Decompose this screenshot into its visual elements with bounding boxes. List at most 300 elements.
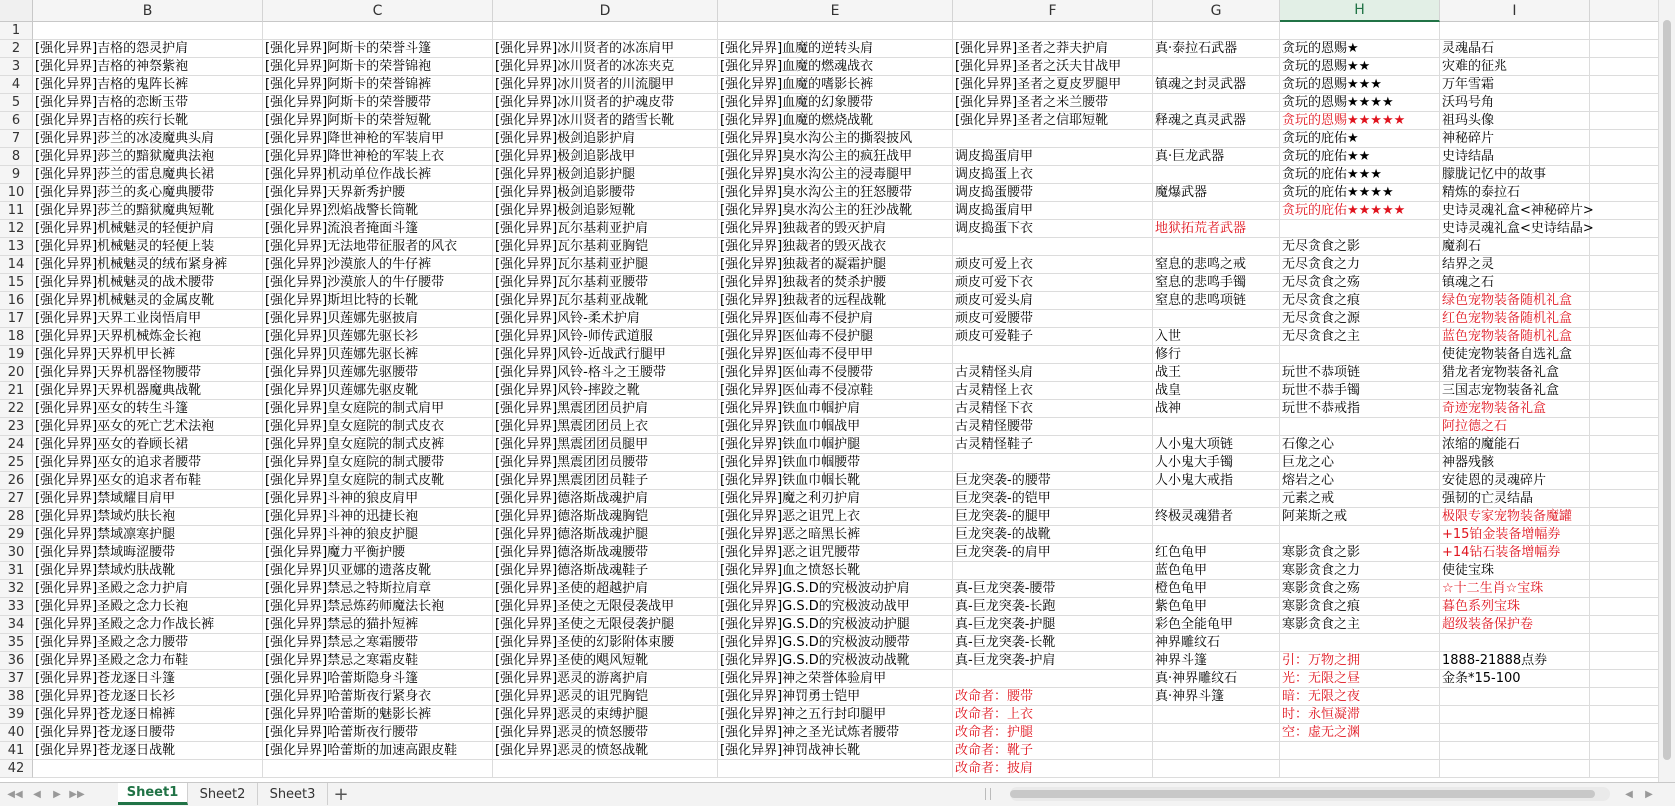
- table-cell[interactable]: 人小鬼大戒指: [1153, 472, 1280, 490]
- table-cell[interactable]: 终极灵魂猎者: [1153, 508, 1280, 526]
- table-cell[interactable]: [1153, 526, 1280, 544]
- table-cell[interactable]: [强化异界]贝莲娜先驱长裤: [263, 346, 493, 364]
- prev-sheet-icon[interactable]: ◀: [33, 788, 41, 800]
- table-cell[interactable]: 寒影贪食之殇: [1280, 580, 1440, 598]
- table-cell-empty[interactable]: [1590, 382, 1658, 400]
- table-cell[interactable]: [强化异界]血魔的嗜影长裤: [718, 76, 953, 94]
- table-cell[interactable]: [强化异界]圣使之无限侵袭战甲: [493, 598, 718, 616]
- table-cell[interactable]: [强化异界]斗神的狼皮护腿: [263, 526, 493, 544]
- table-cell[interactable]: [强化异界]血魔的燃烧战靴: [718, 112, 953, 130]
- table-cell[interactable]: [强化异界]独裁者的凝霜护腿: [718, 256, 953, 274]
- table-cell[interactable]: 灵魂晶石: [1440, 40, 1590, 58]
- table-cell[interactable]: [953, 670, 1153, 688]
- table-cell[interactable]: 无尽贪食之主: [1280, 328, 1440, 346]
- table-cell-empty[interactable]: [1590, 688, 1658, 706]
- table-cell[interactable]: [强化异界]莎兰的黯狱魔典法袍: [33, 148, 263, 166]
- table-cell-empty[interactable]: [1590, 94, 1658, 112]
- table-cell[interactable]: 镇魂之石: [1440, 274, 1590, 292]
- table-cell[interactable]: [1153, 202, 1280, 220]
- table-cell[interactable]: 史诗结晶: [1440, 148, 1590, 166]
- table-cell[interactable]: [强化异界]机械魅灵的金属皮靴: [33, 292, 263, 310]
- table-cell[interactable]: [强化异界]冰川贤者的踏雪长靴: [493, 112, 718, 130]
- table-cell[interactable]: [强化异界]哈蕾斯隐身斗篷: [263, 670, 493, 688]
- row-header[interactable]: 9: [0, 166, 33, 184]
- table-cell[interactable]: [1440, 742, 1590, 760]
- table-cell[interactable]: [强化异界]降世神枪的军装肩甲: [263, 130, 493, 148]
- select-all-corner[interactable]: [0, 0, 33, 22]
- table-cell[interactable]: [强化异界]臭水沟公主的撕裂披风: [718, 130, 953, 148]
- table-cell[interactable]: [953, 22, 1153, 40]
- row-header[interactable]: 24: [0, 436, 33, 454]
- table-cell[interactable]: [强化异界]圣者之莽夫护肩: [953, 40, 1153, 58]
- table-cell[interactable]: [强化异界]圣者之信耶短靴: [953, 112, 1153, 130]
- table-cell-empty[interactable]: [1590, 706, 1658, 724]
- table-cell[interactable]: 神界雕纹石: [1153, 634, 1280, 652]
- table-cell[interactable]: [强化异界]吉格的怨灵护肩: [33, 40, 263, 58]
- table-cell[interactable]: 阿莱斯之戒: [1280, 508, 1440, 526]
- table-cell[interactable]: 神界斗篷: [1153, 652, 1280, 670]
- table-cell[interactable]: 熔岩之心: [1280, 472, 1440, 490]
- table-cell[interactable]: 无尽贪食之源: [1280, 310, 1440, 328]
- table-cell[interactable]: 古灵精怪头肩: [953, 364, 1153, 382]
- table-cell[interactable]: [强化异界]医仙毒不侵腰带: [718, 364, 953, 382]
- row-header[interactable]: 13: [0, 238, 33, 256]
- row-header[interactable]: 37: [0, 670, 33, 688]
- table-cell[interactable]: 改命者：披肩: [953, 760, 1153, 778]
- table-cell-empty[interactable]: [1590, 400, 1658, 418]
- table-cell[interactable]: [1280, 22, 1440, 40]
- row-header[interactable]: 18: [0, 328, 33, 346]
- table-cell[interactable]: [强化异界]恶灵的诅咒胸铠: [493, 688, 718, 706]
- table-cell[interactable]: 改命者：护腿: [953, 724, 1153, 742]
- table-cell[interactable]: [1153, 724, 1280, 742]
- table-cell[interactable]: [1440, 22, 1590, 40]
- table-cell[interactable]: [强化异界]黑震团团员鞋子: [493, 472, 718, 490]
- table-cell[interactable]: 地狱拓荒者武器: [1153, 220, 1280, 238]
- table-cell[interactable]: [强化异界]恶之诅咒腰带: [718, 544, 953, 562]
- row-header[interactable]: 39: [0, 706, 33, 724]
- table-cell[interactable]: [强化异界]魔之利刃护肩: [718, 490, 953, 508]
- table-cell[interactable]: 暮色系列宝珠: [1440, 598, 1590, 616]
- table-cell[interactable]: [强化异界]沙漠旅人的牛仔腰带: [263, 274, 493, 292]
- table-cell-empty[interactable]: [1590, 544, 1658, 562]
- table-cell[interactable]: [强化异界]瓦尔基莉亚胸铠: [493, 238, 718, 256]
- table-cell[interactable]: [1280, 760, 1440, 778]
- horizontal-scroll-thumb[interactable]: [1010, 790, 1595, 798]
- table-cell[interactable]: [强化异界]机械魅灵的轻便护肩: [33, 220, 263, 238]
- row-header[interactable]: 2: [0, 40, 33, 58]
- table-cell[interactable]: [强化异界]恶灵的游离护肩: [493, 670, 718, 688]
- table-cell[interactable]: [强化异界]独裁者的毁灭护肩: [718, 220, 953, 238]
- table-cell[interactable]: 古灵精怪鞋子: [953, 436, 1153, 454]
- table-cell[interactable]: 贪玩的庇佑★★★★★: [1280, 202, 1440, 220]
- table-cell-empty[interactable]: [1590, 238, 1658, 256]
- table-cell[interactable]: [1280, 742, 1440, 760]
- row-header[interactable]: 14: [0, 256, 33, 274]
- table-cell-empty[interactable]: [1590, 22, 1658, 40]
- table-cell[interactable]: [强化异界]天界机器魔典战靴: [33, 382, 263, 400]
- table-cell[interactable]: [强化异界]德洛斯战魂腰带: [493, 544, 718, 562]
- table-cell[interactable]: [强化异界]机械魅灵的轻便上装: [33, 238, 263, 256]
- table-cell[interactable]: [强化异界]铁血巾帼战甲: [718, 418, 953, 436]
- table-cell[interactable]: [强化异界]流浪者掩面斗篷: [263, 220, 493, 238]
- table-cell[interactable]: 万年雪霜: [1440, 76, 1590, 94]
- table-cell[interactable]: 空：虚无之渊: [1280, 724, 1440, 742]
- table-cell-empty[interactable]: [1590, 454, 1658, 472]
- table-cell[interactable]: 彩色全能龟甲: [1153, 616, 1280, 634]
- table-cell[interactable]: 使徒宝珠: [1440, 562, 1590, 580]
- table-cell[interactable]: 贪玩的恩赐★★★★: [1280, 94, 1440, 112]
- table-cell-empty[interactable]: [1590, 256, 1658, 274]
- table-cell[interactable]: [强化异界]血魔的幻象腰带: [718, 94, 953, 112]
- table-cell[interactable]: [强化异界]吉格的恋断玉带: [33, 94, 263, 112]
- table-cell[interactable]: 朦胧记忆中的故事: [1440, 166, 1590, 184]
- row-header[interactable]: 15: [0, 274, 33, 292]
- table-cell[interactable]: 释魂之真灵武器: [1153, 112, 1280, 130]
- row-header[interactable]: 27: [0, 490, 33, 508]
- table-cell[interactable]: 无尽贪食之痕: [1280, 292, 1440, 310]
- row-header[interactable]: 31: [0, 562, 33, 580]
- table-cell[interactable]: [强化异界]黑震团团员上衣: [493, 418, 718, 436]
- table-cell[interactable]: 真-巨龙突袭-长跑: [953, 598, 1153, 616]
- table-cell[interactable]: [强化异界]斗神的迅捷长袍: [263, 508, 493, 526]
- table-cell[interactable]: 人小鬼大项链: [1153, 436, 1280, 454]
- table-cell[interactable]: [强化异界]神之五行封印腿甲: [718, 706, 953, 724]
- table-cell[interactable]: [强化异界]阿斯卡的荣誉锦袍: [263, 58, 493, 76]
- table-cell-empty[interactable]: [1590, 184, 1658, 202]
- table-cell[interactable]: [1280, 526, 1440, 544]
- row-header[interactable]: 33: [0, 598, 33, 616]
- table-cell[interactable]: [强化异界]贝莲娜先驱皮靴: [263, 382, 493, 400]
- table-cell[interactable]: [强化异界]莎兰的黯狱魔典短靴: [33, 202, 263, 220]
- table-cell[interactable]: [强化异界]圣者之夏皮罗腿甲: [953, 76, 1153, 94]
- table-cell[interactable]: [强化异界]皇女庭院的制式腰带: [263, 454, 493, 472]
- table-cell-empty[interactable]: [1590, 652, 1658, 670]
- table-cell[interactable]: [强化异界]机械魅灵的绒布紧身裤: [33, 256, 263, 274]
- table-cell[interactable]: 贪玩的恩赐★★★: [1280, 76, 1440, 94]
- table-cell[interactable]: [1153, 58, 1280, 76]
- row-header[interactable]: 17: [0, 310, 33, 328]
- table-cell[interactable]: 魔刹石: [1440, 238, 1590, 256]
- row-header[interactable]: 30: [0, 544, 33, 562]
- table-cell[interactable]: [33, 760, 263, 778]
- table-cell[interactable]: [1153, 418, 1280, 436]
- table-cell[interactable]: 巨龙突袭-的腿甲: [953, 508, 1153, 526]
- table-cell[interactable]: [强化异界]恶之暗黑长裤: [718, 526, 953, 544]
- table-cell[interactable]: [强化异界]恶灵的愤怒战靴: [493, 742, 718, 760]
- row-header[interactable]: 8: [0, 148, 33, 166]
- table-cell[interactable]: [1153, 238, 1280, 256]
- table-cell[interactable]: [强化异界]臭水沟公主的狂怒腰带: [718, 184, 953, 202]
- table-cell[interactable]: [强化异界]皇女庭院的制式皮靴: [263, 472, 493, 490]
- table-cell[interactable]: [强化异界]禁忌之特斯拉肩章: [263, 580, 493, 598]
- table-cell[interactable]: 调皮捣蛋下衣: [953, 220, 1153, 238]
- table-cell[interactable]: [强化异界]巫女的追求者腰带: [33, 454, 263, 472]
- table-cell[interactable]: [1440, 634, 1590, 652]
- table-cell[interactable]: [强化异界]恶灵的愤怒腰带: [493, 724, 718, 742]
- table-cell-empty[interactable]: [1590, 76, 1658, 94]
- table-cell[interactable]: +14钻石装备增幅券: [1440, 544, 1590, 562]
- table-cell[interactable]: [1153, 94, 1280, 112]
- table-cell[interactable]: 真-巨龙突袭-长靴: [953, 634, 1153, 652]
- table-cell[interactable]: [强化异界]皇女庭院的制式肩甲: [263, 400, 493, 418]
- table-cell[interactable]: [强化异界]巫女的转生斗篷: [33, 400, 263, 418]
- table-cell[interactable]: [强化异界]阿斯卡的荣誉锦裤: [263, 76, 493, 94]
- table-cell[interactable]: [263, 760, 493, 778]
- table-cell[interactable]: 引：万物之拥: [1280, 652, 1440, 670]
- table-cell-empty[interactable]: [1590, 760, 1658, 778]
- table-cell[interactable]: [强化异界]机械魅灵的战术腰带: [33, 274, 263, 292]
- table-cell[interactable]: 调皮捣蛋肩甲: [953, 202, 1153, 220]
- table-cell[interactable]: [强化异界]铁血巾帼护腿: [718, 436, 953, 454]
- table-cell[interactable]: [1280, 634, 1440, 652]
- table-cell[interactable]: [1280, 220, 1440, 238]
- table-cell[interactable]: [强化异界]G.S.D的究极波动战靴: [718, 652, 953, 670]
- table-cell[interactable]: 玩世不恭项链: [1280, 364, 1440, 382]
- row-header[interactable]: 29: [0, 526, 33, 544]
- table-cell[interactable]: 改命者：腰带: [953, 688, 1153, 706]
- table-cell[interactable]: [强化异界]黑震团团员腰带: [493, 454, 718, 472]
- row-header[interactable]: 40: [0, 724, 33, 742]
- tab-sheet3[interactable]: Sheet3: [258, 783, 328, 805]
- table-cell[interactable]: [强化异界]医仙毒不侵凉鞋: [718, 382, 953, 400]
- table-cell[interactable]: [强化异界]冰川贤者的冰冻肩甲: [493, 40, 718, 58]
- table-cell[interactable]: [强化异界]冰川贤者的护魂皮带: [493, 94, 718, 112]
- table-cell[interactable]: [1440, 760, 1590, 778]
- table-cell[interactable]: 窒息的悲鸣手镯: [1153, 274, 1280, 292]
- table-cell[interactable]: [强化异界]烈焰战警长筒靴: [263, 202, 493, 220]
- table-cell[interactable]: 祖玛头像: [1440, 112, 1590, 130]
- table-cell[interactable]: 古灵精怪下衣: [953, 400, 1153, 418]
- table-cell[interactable]: 寒影贪食之影: [1280, 544, 1440, 562]
- table-cell[interactable]: [强化异界]圣殿之念力长袍: [33, 598, 263, 616]
- table-cell[interactable]: 寒影贪食之力: [1280, 562, 1440, 580]
- row-header[interactable]: 36: [0, 652, 33, 670]
- row-header[interactable]: 7: [0, 130, 33, 148]
- row-header[interactable]: 5: [0, 94, 33, 112]
- table-cell[interactable]: [强化异界]神罚战神长靴: [718, 742, 953, 760]
- table-cell-empty[interactable]: [1590, 616, 1658, 634]
- table-cell[interactable]: [强化异界]哈蕾斯夜行紧身衣: [263, 688, 493, 706]
- table-cell[interactable]: 极限专家宠物装备魔罐: [1440, 508, 1590, 526]
- tab-sheet2[interactable]: Sheet2: [188, 783, 258, 805]
- table-cell[interactable]: [强化异界]斗神的狼皮肩甲: [263, 490, 493, 508]
- row-header[interactable]: 38: [0, 688, 33, 706]
- table-cell[interactable]: 改命者：靴子: [953, 742, 1153, 760]
- table-cell[interactable]: 改命者：上衣: [953, 706, 1153, 724]
- row-header[interactable]: 26: [0, 472, 33, 490]
- table-cell[interactable]: [强化异界]医仙毒不侵护腿: [718, 328, 953, 346]
- last-sheet-icon[interactable]: ▶▶: [69, 788, 85, 800]
- table-cell[interactable]: [强化异界]瓦尔基莉亚腰带: [493, 274, 718, 292]
- table-cell[interactable]: [强化异界]巫女的死亡艺术法袍: [33, 418, 263, 436]
- table-cell[interactable]: [强化异界]圣使的幻影附体束腰: [493, 634, 718, 652]
- table-cell[interactable]: [1153, 490, 1280, 508]
- table-cell[interactable]: [强化异界]圣殿之念力护肩: [33, 580, 263, 598]
- table-cell[interactable]: [强化异界]禁忌之寒霜腰带: [263, 634, 493, 652]
- table-cell-empty[interactable]: [1590, 328, 1658, 346]
- table-cell[interactable]: [强化异界]苍龙逐日长衫: [33, 688, 263, 706]
- table-cell[interactable]: [强化异界]G.S.D的究极波动护腿: [718, 616, 953, 634]
- table-cell[interactable]: 结界之灵: [1440, 256, 1590, 274]
- row-header[interactable]: 32: [0, 580, 33, 598]
- table-cell[interactable]: [强化异界]G.S.D的究极波动护肩: [718, 580, 953, 598]
- table-cell[interactable]: [强化异界]圣殿之念力布鞋: [33, 652, 263, 670]
- table-cell[interactable]: [718, 22, 953, 40]
- column-header-b[interactable]: B: [33, 0, 263, 22]
- table-cell[interactable]: [强化异界]降世神枪的军装上衣: [263, 148, 493, 166]
- row-header[interactable]: 23: [0, 418, 33, 436]
- table-cell[interactable]: [强化异界]风铃-格斗之王腰带: [493, 364, 718, 382]
- table-cell-empty[interactable]: [1590, 148, 1658, 166]
- table-cell[interactable]: 贪玩的庇佑★★: [1280, 148, 1440, 166]
- table-cell[interactable]: 修行: [1153, 346, 1280, 364]
- table-cell[interactable]: [强化异界]瓦尔基莉亚战靴: [493, 292, 718, 310]
- table-cell[interactable]: [强化异界]沙漠旅人的牛仔裤: [263, 256, 493, 274]
- table-cell[interactable]: 1888-21888点券: [1440, 652, 1590, 670]
- table-cell-empty[interactable]: [1590, 742, 1658, 760]
- table-cell[interactable]: [1440, 706, 1590, 724]
- table-cell[interactable]: [493, 22, 718, 40]
- table-cell[interactable]: [1153, 310, 1280, 328]
- row-header[interactable]: 11: [0, 202, 33, 220]
- table-cell[interactable]: 橙色龟甲: [1153, 580, 1280, 598]
- table-cell[interactable]: 顽皮可爱下衣: [953, 274, 1153, 292]
- row-header[interactable]: 6: [0, 112, 33, 130]
- table-cell[interactable]: 巨龙突袭-的腰带: [953, 472, 1153, 490]
- table-cell[interactable]: [强化异界]禁域灼肤长袍: [33, 508, 263, 526]
- table-cell[interactable]: 窒息的悲鸣之戒: [1153, 256, 1280, 274]
- table-cell[interactable]: [强化异界]魔力平衡护腰: [263, 544, 493, 562]
- table-cell[interactable]: 无尽贪食之力: [1280, 256, 1440, 274]
- table-cell[interactable]: 神器残骸: [1440, 454, 1590, 472]
- table-cell-empty[interactable]: [1590, 472, 1658, 490]
- table-cell[interactable]: 史诗灵魂礼盒<神秘碎片>: [1442, 203, 1594, 218]
- table-cell[interactable]: [718, 760, 953, 778]
- table-cell-empty[interactable]: [1590, 166, 1658, 184]
- row-header[interactable]: 10: [0, 184, 33, 202]
- table-cell[interactable]: [强化异界]风铃-柔术护肩: [493, 310, 718, 328]
- table-cell[interactable]: [强化异界]G.S.D的究极波动腰带: [718, 634, 953, 652]
- table-cell[interactable]: 巨龙突袭-的铠甲: [953, 490, 1153, 508]
- table-cell[interactable]: 真-巨龙突袭-护肩: [953, 652, 1153, 670]
- table-cell[interactable]: [强化异界]苍龙逐日腰带: [33, 724, 263, 742]
- table-cell[interactable]: [强化异界]圣殿之念力作战长裤: [33, 616, 263, 634]
- table-cell[interactable]: [强化异界]铁血巾帼长靴: [718, 472, 953, 490]
- table-cell[interactable]: [强化异界]无法地带征服者的风衣: [263, 238, 493, 256]
- table-cell[interactable]: 猎龙者宠物装备礼盒: [1440, 364, 1590, 382]
- row-header[interactable]: 3: [0, 58, 33, 76]
- table-cell[interactable]: 顽皮可爱鞋子: [953, 328, 1153, 346]
- table-cell[interactable]: 战皇: [1153, 382, 1280, 400]
- table-cell[interactable]: 使徒宠物装备自选礼盒: [1440, 346, 1590, 364]
- table-cell[interactable]: [强化异界]禁忌的猫扑短裤: [263, 616, 493, 634]
- table-cell[interactable]: 石像之心: [1280, 436, 1440, 454]
- table-cell[interactable]: [强化异界]恶之诅咒上衣: [718, 508, 953, 526]
- row-header[interactable]: 1: [0, 22, 33, 40]
- table-cell[interactable]: [强化异界]德洛斯战魂鞋子: [493, 562, 718, 580]
- column-header-c[interactable]: C: [263, 0, 493, 22]
- table-cell[interactable]: [强化异界]神之荣誉体验肩甲: [718, 670, 953, 688]
- table-cell[interactable]: [强化异界]冰川贤者的川流腿甲: [493, 76, 718, 94]
- table-cell[interactable]: [强化异界]皇女庭院的制式皮衣: [263, 418, 493, 436]
- table-cell[interactable]: 贪玩的恩赐★★★★★: [1280, 112, 1440, 130]
- table-cell-empty[interactable]: [1590, 418, 1658, 436]
- table-cell[interactable]: 玩世不恭手镯: [1280, 382, 1440, 400]
- table-cell[interactable]: 安徒恩的灵魂碎片: [1440, 472, 1590, 490]
- row-header[interactable]: 21: [0, 382, 33, 400]
- table-cell[interactable]: 顽皮可爱头肩: [953, 292, 1153, 310]
- table-cell[interactable]: [强化异界]贝莲娜先驱腰带: [263, 364, 493, 382]
- table-cell[interactable]: [强化异界]阿斯卡的荣誉腰带: [263, 94, 493, 112]
- table-cell[interactable]: [强化异界]神罚勇士铠甲: [718, 688, 953, 706]
- table-cell-empty[interactable]: [1590, 292, 1658, 310]
- table-cell[interactable]: [953, 130, 1153, 148]
- column-header-g[interactable]: G: [1153, 0, 1280, 22]
- table-cell-empty[interactable]: [1590, 580, 1658, 598]
- table-cell[interactable]: 巨龙之心: [1280, 454, 1440, 472]
- table-cell[interactable]: [强化异界]禁忌炼药师魔法长袍: [263, 598, 493, 616]
- table-cell[interactable]: [强化异界]风铃-近战武行腿甲: [493, 346, 718, 364]
- table-cell[interactable]: [1280, 346, 1440, 364]
- table-cell[interactable]: [1440, 724, 1590, 742]
- table-cell-empty[interactable]: [1590, 670, 1658, 688]
- table-cell[interactable]: [493, 760, 718, 778]
- table-cell[interactable]: 红色宠物装备随机礼盒: [1440, 310, 1590, 328]
- table-cell-empty[interactable]: [1590, 202, 1658, 220]
- table-cell[interactable]: [强化异界]铁血巾帼护肩: [718, 400, 953, 418]
- table-cell[interactable]: [强化异界]臭水沟公主的疯狂战甲: [718, 148, 953, 166]
- scroll-right-icon[interactable]: ▶: [1645, 788, 1653, 800]
- table-cell-empty[interactable]: [1590, 562, 1658, 580]
- table-cell[interactable]: 窒息的悲鸣项链: [1153, 292, 1280, 310]
- table-cell[interactable]: 顽皮可爱腰带: [953, 310, 1153, 328]
- table-cell[interactable]: [强化异界]极剑追影护肩: [493, 130, 718, 148]
- table-cell[interactable]: [强化异界]阿斯卡的荣誉短靴: [263, 112, 493, 130]
- table-cell[interactable]: 战神: [1153, 400, 1280, 418]
- table-cell[interactable]: [强化异界]皇女庭院的制式皮裤: [263, 436, 493, 454]
- table-cell[interactable]: 调皮捣蛋肩甲: [953, 148, 1153, 166]
- table-cell[interactable]: 蓝色宠物装备随机礼盒: [1440, 328, 1590, 346]
- table-cell[interactable]: [强化异界]贝莲娜先驱长衫: [263, 328, 493, 346]
- tab-sheet1[interactable]: Sheet1: [118, 783, 188, 805]
- table-cell[interactable]: 真-巨龙突袭-腰带: [953, 580, 1153, 598]
- table-cell[interactable]: 时：永恒凝滞: [1280, 706, 1440, 724]
- table-cell[interactable]: 无尽贪食之殇: [1280, 274, 1440, 292]
- table-cell[interactable]: [强化异界]瓦尔基莉亚护肩: [493, 220, 718, 238]
- table-cell[interactable]: [强化异界]独裁者的远程战靴: [718, 292, 953, 310]
- table-cell[interactable]: [强化异界]禁域耀目肩甲: [33, 490, 263, 508]
- table-cell[interactable]: [强化异界]吉格的神祭紫袍: [33, 58, 263, 76]
- table-cell[interactable]: 贪玩的庇佑★★★★: [1280, 184, 1440, 202]
- table-cell[interactable]: [强化异界]禁域晦涩腰带: [33, 544, 263, 562]
- table-cell-empty[interactable]: [1590, 364, 1658, 382]
- table-cell[interactable]: [强化异界]圣殿之念力腰带: [33, 634, 263, 652]
- table-cell-empty[interactable]: [1590, 40, 1658, 58]
- table-cell[interactable]: [强化异界]苍龙逐日战靴: [33, 742, 263, 760]
- table-cell[interactable]: 巨龙突袭-的战靴: [953, 526, 1153, 544]
- table-cell[interactable]: [强化异界]莎兰的炙心魔典腰带: [33, 184, 263, 202]
- table-cell[interactable]: 红色龟甲: [1153, 544, 1280, 562]
- table-cell[interactable]: [强化异界]禁忌之寒霜皮鞋: [263, 652, 493, 670]
- table-cell[interactable]: [强化异界]莎兰的冰凌魔典头肩: [33, 130, 263, 148]
- table-cell[interactable]: 超级装备保护卷: [1440, 616, 1590, 634]
- table-cell[interactable]: [强化异界]天界工业岗悟肩甲: [33, 310, 263, 328]
- table-cell[interactable]: 贪玩的庇佑★: [1280, 130, 1440, 148]
- table-cell[interactable]: [强化异界]巫女的眷顾长裙: [33, 436, 263, 454]
- table-cell[interactable]: 强韧的亡灵结晶: [1440, 490, 1590, 508]
- table-cell[interactable]: [强化异界]极剑追影短靴: [493, 202, 718, 220]
